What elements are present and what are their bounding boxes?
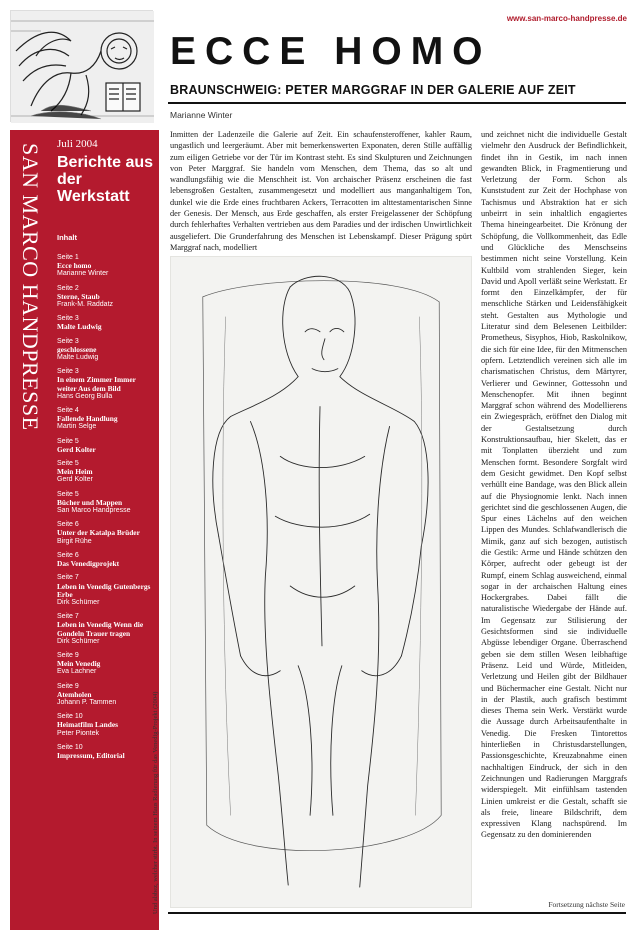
- toc-author: Malte Ludwig: [57, 354, 99, 362]
- toc-title: Mein Venedig: [57, 659, 101, 669]
- toc-author: Martin Selge: [57, 423, 97, 431]
- article-intro-text: Inmitten der Ladenzeile die Galerie auf Zeit. Ein schaufensteroffener, kahler Raum, ungastlich und leergeräumt. Aber mit bemerkenswerten Exponaten, deren Stille auffällig zum eiligen Getriebe vor der Tür im Kontrast steht. Es sind Skulpturen und Zeichnungen von Peter Marggraf. Sie handeln vom Menschen, dem Thema, das so alt und wandlungsfähig wie die Menschheit ist. Von archaischer Präsenz erscheinen die fast lebensgroßen Gestalten, zusammengesetzt und modelliert aus manganhaltigem Ton, dunkel wie die Erde eines fruchtbaren Ackers, Terracotten im alttestamentarischen Sinne der Genesis. Der Mensch, aus Erde geschaffen, als erster Freigelassener der Schöpfung durch fehlerhaftes Verhalten vertrieben aus dem Paradies und der irdischen Unwirtlichkeit ausgeliefert. Die Grunderfahrung des Menschen ist Lebenskampf. Dieser Prägung spürt Marggraf nach, modelliert: [170, 130, 472, 252]
- toc-title: Leben in Venedig Gutenbergs Erbe: [57, 581, 151, 599]
- toc-author: Gerd Kolter: [57, 476, 93, 484]
- toc-title: Mein Heim: [57, 467, 93, 477]
- toc-title: Gerd Kolter: [57, 444, 96, 454]
- toc-title: Sterne, Staub: [57, 291, 100, 301]
- toc-title: Heimatfilm Landes: [57, 720, 118, 730]
- footer-divider: [168, 912, 626, 914]
- toc-title: Ecce homo: [57, 261, 92, 271]
- toc-item[interactable]: [57, 407, 157, 432]
- toc-title: Impressum, Editorial: [57, 750, 125, 760]
- contents-label: Inhalt: [57, 233, 77, 242]
- toc-item[interactable]: [57, 613, 157, 646]
- toc-item[interactable]: [57, 713, 157, 738]
- vertical-brand: [12, 135, 44, 815]
- toc-page: Seite 1: [57, 254, 79, 261]
- toc-title: Unter der Katalpa Brüder: [57, 528, 140, 538]
- toc-item[interactable]: [57, 652, 157, 677]
- article-column-text: und zeichnet nicht die individuelle Gestalt vielmehr den Ausdruck der Befindlichkeit, findet ihn in Gestik, im nach innen gewandten Blick, in Fragmentierung und Verletzung der Form. Schon als Kunststudent zur Zeit der Hochphase von Tachismus und Abstraktion hat er sich unbeirrt in sein inhaltlich engagiertes Thema hineingearbeitet. Die Krönung der Schöpfung, die Vollkommenheit, das Edle und Glückliche des Menschseins bestimmen nicht seine Vorstellung. Kein Kultbild vom strahlenden Sieger, kein David und Apoll verläßt seine Werkstatt. Er formt den Einzelkämpfer, der für menschliche Stärken und Leidensfähigkeit steht. Gestalten aus Mythologie und Literatur sind dem Belesenen Leitbilder: Prometheus, Sisyphos, Hiob, Raskolnikow, die sich für eine Idee, für den Mitmenschen opfern. Letztendlich vereinen sich alle im charismatischen Christus, dem Märtyrer, Verlierer und Gewinner, Gottessohn und Menschenopfer. Mit ihnen beginnt Marggraf schon während des Modellierens ein Zwiegespräch, eröffnet den Dialog mit der Gestaltsetzung durch Konstruktionsaufbau, hier Skelett, das er mit Tonplatten überzieht und zum Menschen formt. Besondere Sorgfalt wird dem Gesicht gewidmet. Den Kopf selbst verhüllt eine Bandage, was den Blick allein auf die Physiognomie lenkt. Nach innen gerichtet sind die geschlossenen Augen, die Spur eines Lächelns auf den weichen Lippen des Mundes. Schlafwandlerisch die Mimik, ganz auf sich bezogen, autistisch die Gestik: Arme und Hände schützen den Körper, aufrecht oder gebeugt ist der Rumpf, einem Schlag ausweichend, einmal sogar in der archaischen Haltung eines Hockergrabes. Dabei fällt die naturalistische Wiedergabe der Hände auf. Im Gegensatz zur Stilisierung der Gesichtsformen sind sie individuelle Abgüsse lebendiger Organe. Überraschend geben sie dem stillen Wesen leibhaftige Präsenz. Leid und Würde, Mitleiden, Verletzung und Heilen gibt der Bildhauer und Büchermacher eine Gestalt. Nicht nur in der Plastik, auch grafisch bestimmt dieses Thema sein Werk. Verstärkt wurde die Aussage durch Arbeitsaufenthalte in Venedig. Die Fresken Tintorettos hinterließen in Christusdarstellungen, Passionsgeschichte, Kreuzabnahme einen nachhaltigen Eindruck, der sich in den Zeichnungen und Radierungen Marggrafs widerspiegelt. Mit einfühlsam tastenden Linien umkreist er die Gestalt, schafft sie als freie, lineare Bildschrift, dem expressiven Klang nachspürend. Im Gegensatz zu den dominierenden: [481, 130, 627, 840]
- header-divider: [168, 102, 626, 104]
- toc-page: Seite 9: [57, 682, 79, 690]
- toc-item[interactable]: [57, 574, 157, 607]
- continuation-note: Fortsetzung nächste Seite: [548, 900, 625, 909]
- toc-item[interactable]: [57, 521, 157, 546]
- article-author: Marianne Winter: [170, 110, 233, 120]
- toc-author: San Marco Handpresse: [57, 507, 131, 515]
- toc-page: Seite 7: [57, 574, 79, 582]
- issue-date: Juli 2004: [57, 138, 98, 150]
- toc-page: Seite 5: [57, 437, 79, 445]
- toc-page: Seite 6: [57, 521, 79, 529]
- toc-item[interactable]: [57, 368, 157, 401]
- toc-author: Dirk Schümer: [57, 637, 100, 645]
- toc-title: Das Venedigprojekt: [57, 559, 120, 569]
- brand-text: SAN MARCO HANDPRESSE: [18, 143, 43, 431]
- toc-item[interactable]: [57, 254, 157, 279]
- toc-page: Seite 3: [57, 337, 79, 345]
- sidebar-heading: Berichte aus der Werkstatt: [57, 154, 154, 205]
- toc-item[interactable]: [57, 683, 157, 708]
- toc-page: Seite 2: [57, 284, 79, 292]
- toc-author: Peter Piontek: [57, 729, 100, 737]
- toc-author: Birgit Rühe: [57, 537, 92, 545]
- toc-author: Eva Lachner: [57, 668, 97, 676]
- website-url[interactable]: www.san-marco-handpresse.de: [506, 14, 627, 23]
- page-subtitle: BRAUNSCHWEIG: PETER MARGGRAF IN DER GALERIE AUF ZEIT: [170, 83, 576, 97]
- toc-page: Seite 6: [57, 551, 79, 559]
- sidebar: [10, 130, 159, 930]
- toc-title: Malte Ludwig: [57, 322, 102, 332]
- page-title: ECCE HOMO: [170, 30, 492, 73]
- etching-figure-image: [170, 256, 472, 908]
- toc-item[interactable]: [57, 338, 157, 363]
- toc-author: Marianne Winter: [57, 270, 109, 278]
- toc-item[interactable]: [57, 744, 157, 760]
- toc-item[interactable]: [57, 315, 157, 331]
- toc-author: Dirk Schümer: [57, 598, 100, 606]
- toc-item[interactable]: [57, 491, 157, 516]
- toc-page: Seite 3: [57, 368, 79, 376]
- lion-of-st-mark-emblem: [10, 10, 153, 122]
- toc-title: Fallende Handlung: [57, 414, 118, 424]
- toc-page: Seite 7: [57, 613, 79, 621]
- toc-page: Seite 10: [57, 743, 83, 751]
- toc-author: Frank-M. Raddatz: [57, 301, 114, 309]
- toc-title: Leben in Venedig Wenn die Gondeln Trauer tragen: [57, 620, 144, 638]
- toc-page: Seite 10: [57, 713, 83, 721]
- toc-title: Atemholen: [57, 689, 92, 699]
- toc-title: Bücher und Mappen: [57, 497, 123, 507]
- toc-author: Johann P. Tammen: [57, 698, 117, 706]
- toc-page: Seite 4: [57, 407, 79, 415]
- toc-title: geschlossene: [57, 344, 97, 354]
- toc-page: Seite 5: [57, 490, 79, 498]
- toc-item[interactable]: [57, 552, 157, 568]
- toc-page: Seite 3: [57, 315, 79, 323]
- toc-item[interactable]: [57, 438, 157, 454]
- toc-page: Seite 5: [57, 460, 79, 468]
- toc-author: Hans Georg Bulla: [57, 392, 113, 400]
- table-of-contents: [57, 254, 157, 766]
- image-caption-text: Und alsbez, welcher stirbt. In seinem Haus Radierung für das Venedig-Projekt (2004): [152, 691, 159, 914]
- toc-item[interactable]: [57, 460, 157, 485]
- toc-page: Seite 9: [57, 651, 79, 659]
- toc-title: In einem Zimmer Immer weiter Aus dem Bild: [57, 375, 136, 393]
- toc-item[interactable]: [57, 285, 157, 310]
